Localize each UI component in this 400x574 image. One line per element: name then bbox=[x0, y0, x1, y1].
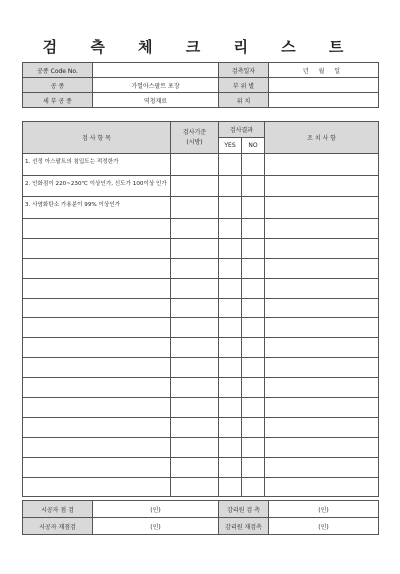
work-code-field[interactable] bbox=[93, 63, 219, 78]
action-cell[interactable] bbox=[265, 338, 379, 358]
action-cell[interactable] bbox=[265, 358, 379, 378]
table-row bbox=[23, 238, 379, 258]
no-cell[interactable] bbox=[242, 477, 265, 497]
yes-cell[interactable] bbox=[219, 437, 242, 457]
table-row bbox=[23, 457, 379, 477]
constructor-recheck-label: 시공자 재점검 bbox=[23, 518, 93, 535]
criteria-cell[interactable] bbox=[171, 219, 219, 239]
item-cell bbox=[23, 398, 171, 418]
action-cell[interactable] bbox=[265, 176, 379, 197]
item-cell bbox=[23, 278, 171, 298]
table-row bbox=[23, 298, 379, 318]
no-header: NO bbox=[242, 138, 265, 154]
checklist-table bbox=[22, 121, 379, 497]
item-cell bbox=[23, 457, 171, 477]
no-cell[interactable] bbox=[242, 378, 265, 398]
no-cell[interactable] bbox=[242, 238, 265, 258]
criteria-cell[interactable] bbox=[171, 238, 219, 258]
no-cell[interactable] bbox=[242, 176, 265, 197]
criteria-cell[interactable] bbox=[171, 154, 219, 176]
no-cell[interactable] bbox=[242, 219, 265, 239]
item-cell bbox=[23, 417, 171, 437]
yes-cell[interactable] bbox=[219, 278, 242, 298]
yes-header: YES bbox=[219, 138, 242, 154]
criteria-cell[interactable] bbox=[171, 278, 219, 298]
action-cell[interactable] bbox=[265, 238, 379, 258]
item-cell bbox=[23, 338, 171, 358]
table-row bbox=[23, 477, 379, 497]
sub-type-field[interactable]: 역청재료 bbox=[93, 93, 219, 108]
item-cell bbox=[23, 298, 171, 318]
yes-cell[interactable] bbox=[219, 176, 242, 197]
action-cell[interactable] bbox=[265, 298, 379, 318]
action-cell[interactable] bbox=[265, 318, 379, 338]
no-cell[interactable] bbox=[242, 437, 265, 457]
table-row bbox=[23, 258, 379, 278]
yes-cell[interactable] bbox=[219, 298, 242, 318]
constructor-check-seal[interactable]: (인) bbox=[93, 501, 219, 518]
action-cell[interactable] bbox=[265, 437, 379, 457]
table-row bbox=[23, 154, 379, 176]
criteria-cell[interactable] bbox=[171, 176, 219, 197]
table-row bbox=[23, 437, 379, 457]
no-cell[interactable] bbox=[242, 197, 265, 219]
criteria-cell[interactable] bbox=[171, 437, 219, 457]
no-cell[interactable] bbox=[242, 318, 265, 338]
criteria-header-sub: (시방) bbox=[186, 138, 203, 146]
checklist-rows bbox=[23, 154, 379, 497]
action-header: 조 치 사 항 bbox=[265, 122, 379, 154]
table-row bbox=[23, 417, 379, 437]
work-type-field[interactable]: 가열아스팔트 포장 bbox=[93, 78, 219, 93]
constructor-recheck-seal[interactable]: (인) bbox=[93, 518, 219, 535]
no-cell[interactable] bbox=[242, 398, 265, 418]
item-cell: 1. 선정 아스팔트의 침입도는 적정한가 bbox=[23, 154, 171, 176]
item-cell bbox=[23, 318, 171, 338]
criteria-cell[interactable] bbox=[171, 318, 219, 338]
yes-cell[interactable] bbox=[219, 338, 242, 358]
no-cell[interactable] bbox=[242, 278, 265, 298]
yes-cell[interactable] bbox=[219, 398, 242, 418]
location-field[interactable] bbox=[269, 93, 379, 108]
supervisor-check-seal[interactable]: (인) bbox=[269, 501, 379, 518]
no-cell[interactable] bbox=[242, 258, 265, 278]
supervisor-check-label: 감리원 검 측 bbox=[219, 501, 269, 518]
criteria-cell[interactable] bbox=[171, 457, 219, 477]
table-row bbox=[23, 338, 379, 358]
action-cell[interactable] bbox=[265, 154, 379, 176]
table-row bbox=[23, 318, 379, 338]
inspect-date-field[interactable]: 년 월 일 bbox=[269, 63, 379, 78]
location-label: 위 치 bbox=[219, 93, 269, 108]
item-cell: 3. 사염화탄소 가용분이 99% 이상인가 bbox=[23, 197, 171, 219]
action-cell[interactable] bbox=[265, 278, 379, 298]
action-cell[interactable] bbox=[265, 477, 379, 497]
yes-cell[interactable] bbox=[219, 258, 242, 278]
action-cell[interactable] bbox=[265, 258, 379, 278]
no-cell[interactable] bbox=[242, 457, 265, 477]
criteria-cell[interactable] bbox=[171, 358, 219, 378]
criteria-cell[interactable] bbox=[171, 338, 219, 358]
table-row bbox=[23, 358, 379, 378]
criteria-cell[interactable] bbox=[171, 398, 219, 418]
item-cell: 2. 인화점이 220~230℃ 이상인가, 신도가 100이상 인가 bbox=[23, 176, 171, 197]
table-row bbox=[23, 219, 379, 239]
criteria-cell[interactable] bbox=[171, 417, 219, 437]
table-row bbox=[23, 197, 379, 219]
no-cell[interactable] bbox=[242, 338, 265, 358]
yes-cell[interactable] bbox=[219, 457, 242, 477]
yes-cell[interactable] bbox=[219, 477, 242, 497]
table-row bbox=[23, 398, 379, 418]
table-row bbox=[23, 378, 379, 398]
action-cell[interactable] bbox=[265, 417, 379, 437]
info-table bbox=[22, 62, 379, 108]
no-cell[interactable] bbox=[242, 417, 265, 437]
constructor-check-label: 시공자 점 검 bbox=[23, 501, 93, 518]
action-cell[interactable] bbox=[265, 219, 379, 239]
yes-cell[interactable] bbox=[219, 197, 242, 219]
item-cell bbox=[23, 477, 171, 497]
item-cell bbox=[23, 437, 171, 457]
action-cell[interactable] bbox=[265, 197, 379, 219]
yes-cell[interactable] bbox=[219, 154, 242, 176]
work-code-label: 공종 Code No. bbox=[23, 63, 93, 78]
item-cell bbox=[23, 358, 171, 378]
action-cell[interactable] bbox=[265, 457, 379, 477]
supervisor-recheck-seal[interactable]: (인) bbox=[269, 518, 379, 535]
result-header: 검사결과 bbox=[219, 122, 265, 138]
yes-cell[interactable] bbox=[219, 318, 242, 338]
item-cell bbox=[23, 378, 171, 398]
criteria-cell[interactable] bbox=[171, 298, 219, 318]
yes-cell[interactable] bbox=[219, 378, 242, 398]
criteria-cell[interactable] bbox=[171, 477, 219, 497]
criteria-header bbox=[171, 122, 219, 154]
table-row bbox=[23, 278, 379, 298]
no-cell[interactable] bbox=[242, 298, 265, 318]
action-cell[interactable] bbox=[265, 398, 379, 418]
supervisor-recheck-label: 감리원 재검측 bbox=[219, 518, 269, 535]
inspect-date-label: 검측일자 bbox=[219, 63, 269, 78]
department-label: 부 위 별 bbox=[219, 78, 269, 93]
no-cell[interactable] bbox=[242, 358, 265, 378]
item-cell bbox=[23, 219, 171, 239]
criteria-cell[interactable] bbox=[171, 378, 219, 398]
department-field[interactable] bbox=[269, 78, 379, 93]
table-row bbox=[23, 176, 379, 197]
criteria-cell[interactable] bbox=[171, 258, 219, 278]
criteria-header-label: 검사기준 bbox=[182, 128, 207, 136]
action-cell[interactable] bbox=[265, 378, 379, 398]
work-type-label: 공 종 bbox=[23, 78, 93, 93]
yes-cell[interactable] bbox=[219, 358, 242, 378]
yes-cell[interactable] bbox=[219, 219, 242, 239]
yes-cell[interactable] bbox=[219, 417, 242, 437]
signature-table bbox=[22, 500, 379, 535]
yes-cell[interactable] bbox=[219, 238, 242, 258]
document-title: 검 측 체 크 리 스 트 bbox=[42, 38, 358, 56]
sub-type-label: 세 부 공 종 bbox=[23, 93, 93, 108]
criteria-cell[interactable] bbox=[171, 197, 219, 219]
no-cell[interactable] bbox=[242, 154, 265, 176]
item-cell bbox=[23, 238, 171, 258]
item-cell bbox=[23, 258, 171, 278]
items-header: 검 사 항 목 bbox=[23, 122, 171, 154]
